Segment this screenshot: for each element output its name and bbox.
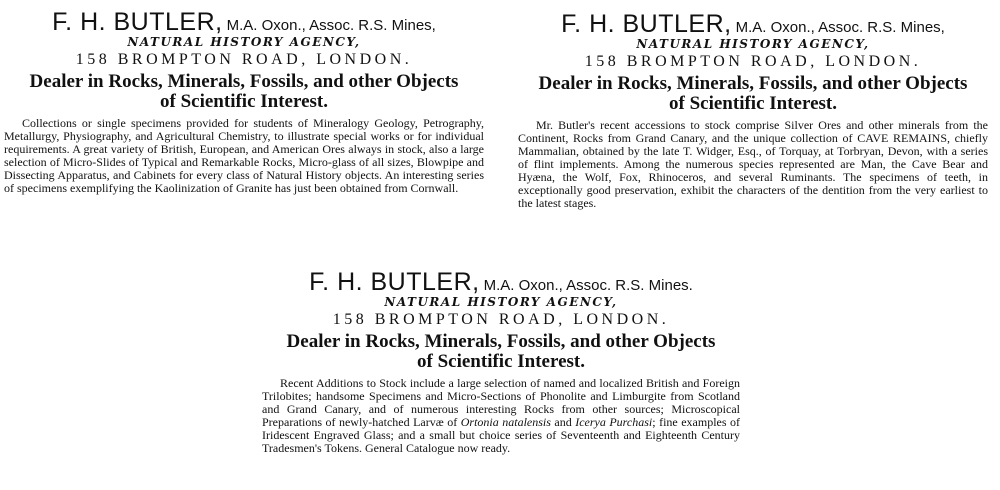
advertiser-heading <box>262 270 740 295</box>
address: 158 BROMPTON ROAD, LONDON. <box>75 51 413 69</box>
dealer-heading <box>262 332 740 372</box>
advertiser-heading <box>518 12 988 37</box>
address: 158 BROMPTON ROAD, LONDON. <box>584 53 922 71</box>
dealer-line-2: of Scientific Interest. <box>417 351 585 373</box>
dealer-line-1: Dealer in Rocks, Minerals, Fossils, and other Objects <box>538 73 968 95</box>
dealer-heading <box>4 72 484 112</box>
ad-body-text: Mr. Butler's recent accessions to stock comprise Silver Ores and other minerals from the Continent, Rocks from Grand Canary, and the unique collection of CAVE REMAINS, chiefly Mammalian, obtained by the late T. Widger, Esq., of Torquay, at Torbryan, Devon, with a series of flint implements. Among the numerous species represented are Man, the Cave Bear and Hyæna, the Wolf, Fox, Rhinoceros, and several Ruminants. The specimens of teeth, in exceptionally good preservation, exhibit the characters of the dentition from the very earliest to the latest stages. <box>518 118 988 211</box>
dealer-heading <box>518 74 988 114</box>
body-text-part-3: ; fine examples of Iridescent Engraved Glass; and a small but choice series of Seventeenth and Eighteenth Century Tradesmen's Tokens. General Catalogue now ready. <box>262 415 741 456</box>
agency-title: NATURAL HISTORY AGENCY, <box>127 35 361 49</box>
advertisement-1 <box>4 10 484 207</box>
advertiser-qualifications: M.A. Oxon., Assoc. R.S. Mines. <box>483 277 693 294</box>
body-text-part-2: and <box>550 415 576 430</box>
body-text-part-1: Recent Additions to Stock include a large selection of named and localized British and Foreign Trilobites; handsome Specimens and Micro-Sections of Phonolite and Limburgite from Scotland and Grand Canary, and of numerous interesting Rocks from other sources; Microscopical Preparations of newly-hatched Larvæ of <box>262 376 740 430</box>
agency-title: NATURAL HISTORY AGENCY, <box>636 37 870 51</box>
advertiser-heading <box>4 10 484 35</box>
agency-title: NATURAL HISTORY AGENCY, <box>384 295 618 309</box>
advertiser-name: F. H. BUTLER, <box>52 8 223 36</box>
advertiser-name: F. H. BUTLER, <box>561 10 732 38</box>
advertiser-name: F. H. BUTLER, <box>309 268 480 296</box>
species-name-icerya: Icerya Purchasi <box>575 415 653 430</box>
advertiser-qualifications: M.A. Oxon., Assoc. R.S. Mines, <box>226 17 436 34</box>
advertisement-2 <box>518 12 988 222</box>
advertisement-3 <box>262 270 740 467</box>
ad-body-text <box>262 377 740 455</box>
advertiser-qualifications: M.A. Oxon., Assoc. R.S. Mines, <box>735 19 945 36</box>
dealer-line-1: Dealer in Rocks, Minerals, Fossils, and other Objects <box>286 331 716 353</box>
dealer-line-2: of Scientific Interest. <box>669 93 837 115</box>
dealer-line-2: of Scientific Interest. <box>160 91 328 113</box>
ad-body-text: Collections or single specimens provided for students of Mineralogy Geology, Petrography, Metallurgy, Physiography, and Agricultural Chemistry, to illustrate special works or for individual requirements. A great variety of British, European, and American Ores always in stock, also a large selection of Micro-Slides of Typical and Remarkable Rocks, Micro-glass of all sizes, Blowpipe and Dissecting Apparatus, and Cabinets for every class of Natural History objects. An interesting series of specimens exemplifying the Kaolinization of Granite has just been obtained from Cornwall. <box>4 116 484 196</box>
address: 158 BROMPTON ROAD, LONDON. <box>332 311 670 329</box>
dealer-line-1: Dealer in Rocks, Minerals, Fossils, and other Objects <box>29 71 459 93</box>
species-name-ortonia: Ortonia natalensis <box>460 415 551 430</box>
